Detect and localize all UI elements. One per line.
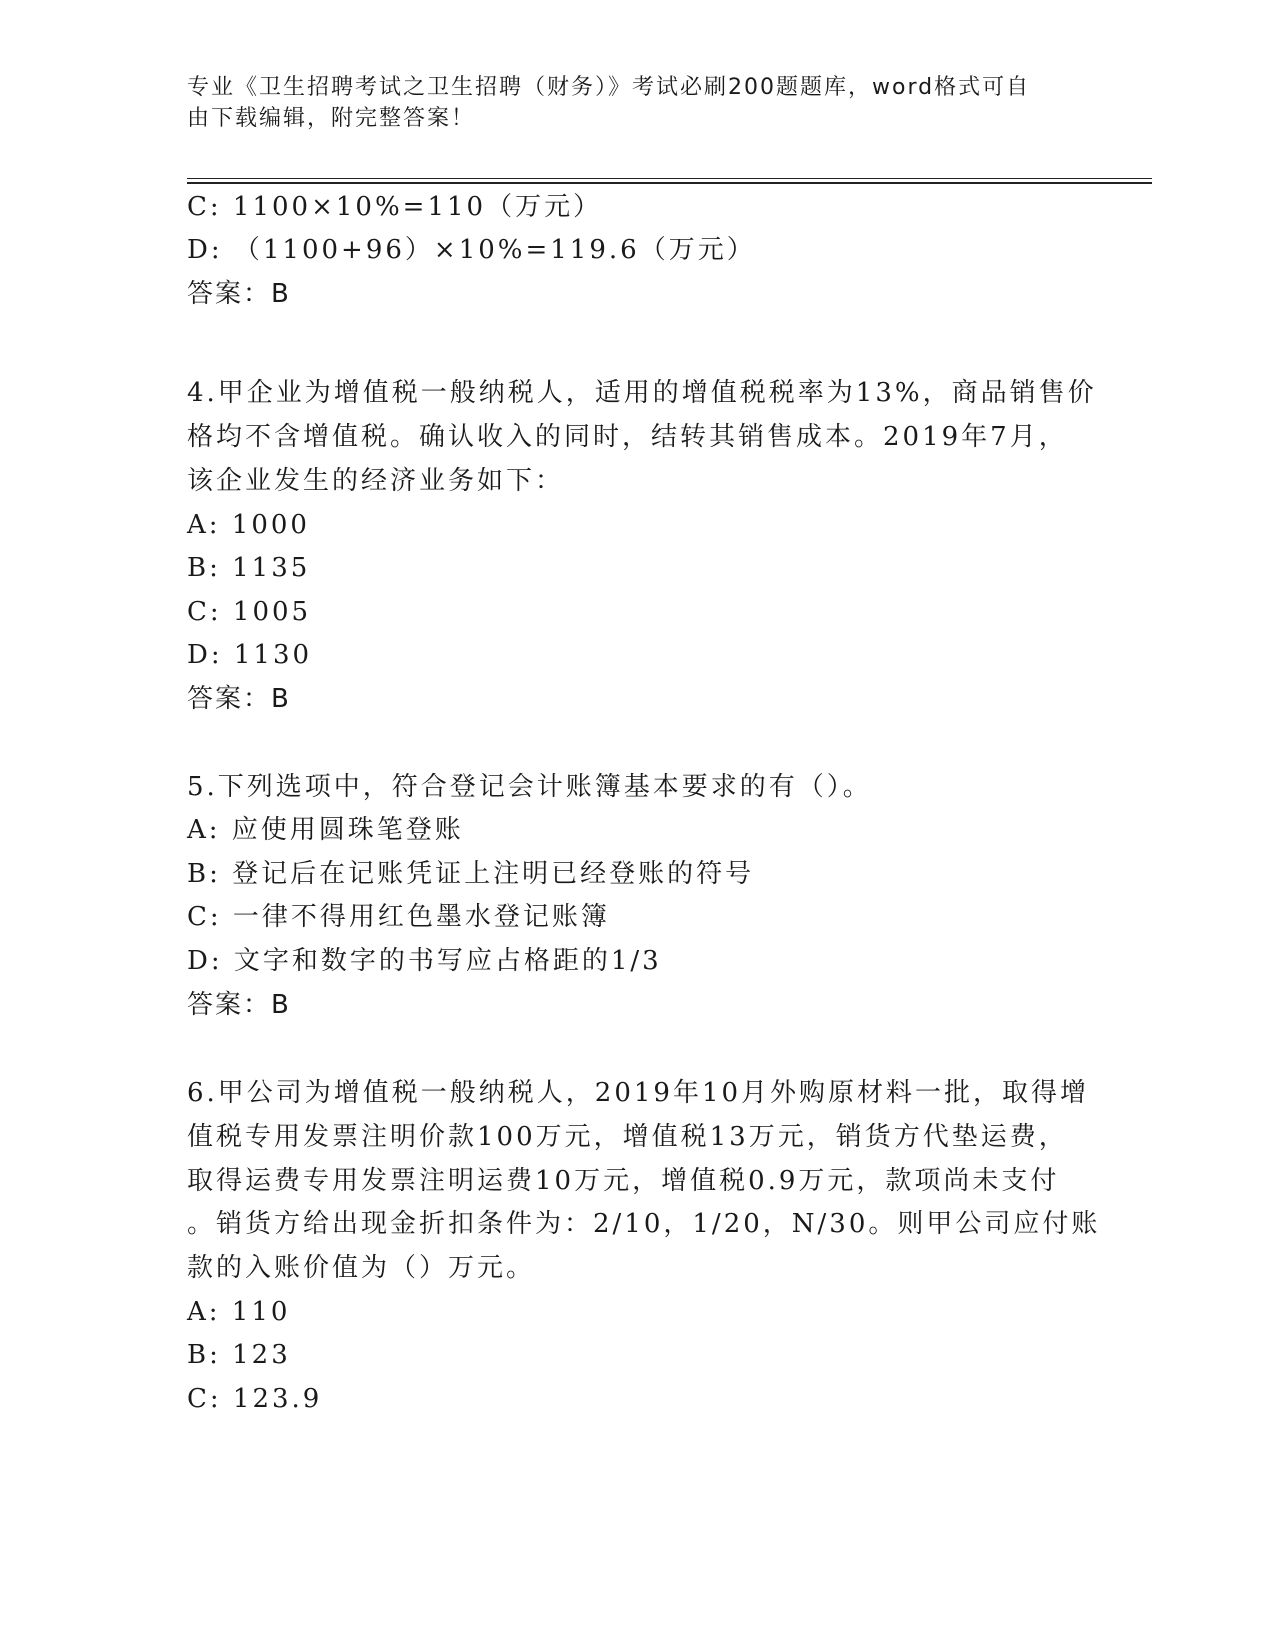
q6-stem-line-3: 取得运费专用发票注明运费10万元，增值税0.9万元，款项尚未支付 [187,1166,1060,1196]
q4-option-a: A: 1000 [187,510,310,540]
q6-stem-line-5: 款的入账价值为（）万元。 [187,1253,536,1283]
q6-stem-line-1: 6.甲公司为增值税一般纳税人，2019年10月外购原材料一批，取得增 [187,1078,1090,1108]
header-divider-thick [187,182,1152,184]
q4-option-c: C: 1005 [187,597,312,627]
q4-option-d: D: 1130 [187,640,313,670]
q4-stem-line-2: 格均不含增值税。确认收入的同时，结转其销售成本。2019年7月， [187,422,1068,452]
q6-stem-line-4: 。销货方给出现金折扣条件为：2/10，1/20，N/30。则甲公司应付账 [187,1209,1101,1239]
q5-option-a: A: 应使用圆珠笔登账 [187,815,464,845]
q5-answer: 答案：B [187,990,291,1020]
q4-stem-line-3: 该企业发生的经济业务如下： [187,466,565,496]
q3-answer: 答案：B [187,279,291,309]
header-line-1: 专业《卫生招聘考试之卫生招聘（财务）》考试必刷200题题库，word格式可自 [187,75,1031,100]
q5-stem-line-1: 5.下列选项中，符合登记会计账簿基本要求的有（）。 [187,772,872,802]
q6-stem-line-2: 值税专用发票注明价款100万元，增值税13万元，销货方代垫运费， [187,1122,1068,1152]
q3-option-d: D: （1100+96）×10%=119.6（万元） [187,235,756,265]
q4-answer: 答案：B [187,684,291,714]
q4-stem-line-1: 4.甲企业为增值税一般纳税人，适用的增值税税率为13%，商品销售价 [187,378,1097,408]
q3-option-c: C: 1100×10%=110（万元） [187,192,603,222]
q4-option-b: B: 1135 [187,553,311,583]
document-header [187,72,1067,134]
header-divider-thin [187,178,1152,179]
q6-option-b: B: 123 [187,1340,291,1370]
q6-option-a: A: 110 [187,1297,291,1327]
q5-option-b: B: 登记后在记账凭证上注明已经登账的符号 [187,859,755,889]
q6-option-c: C: 123.9 [187,1384,323,1414]
header-line-2: 由下载编辑，附完整答案！ [187,106,476,131]
q5-option-c: C: 一律不得用红色墨水登记账簿 [187,902,610,932]
q5-option-d: D: 文字和数字的书写应占格距的1/3 [187,946,662,976]
